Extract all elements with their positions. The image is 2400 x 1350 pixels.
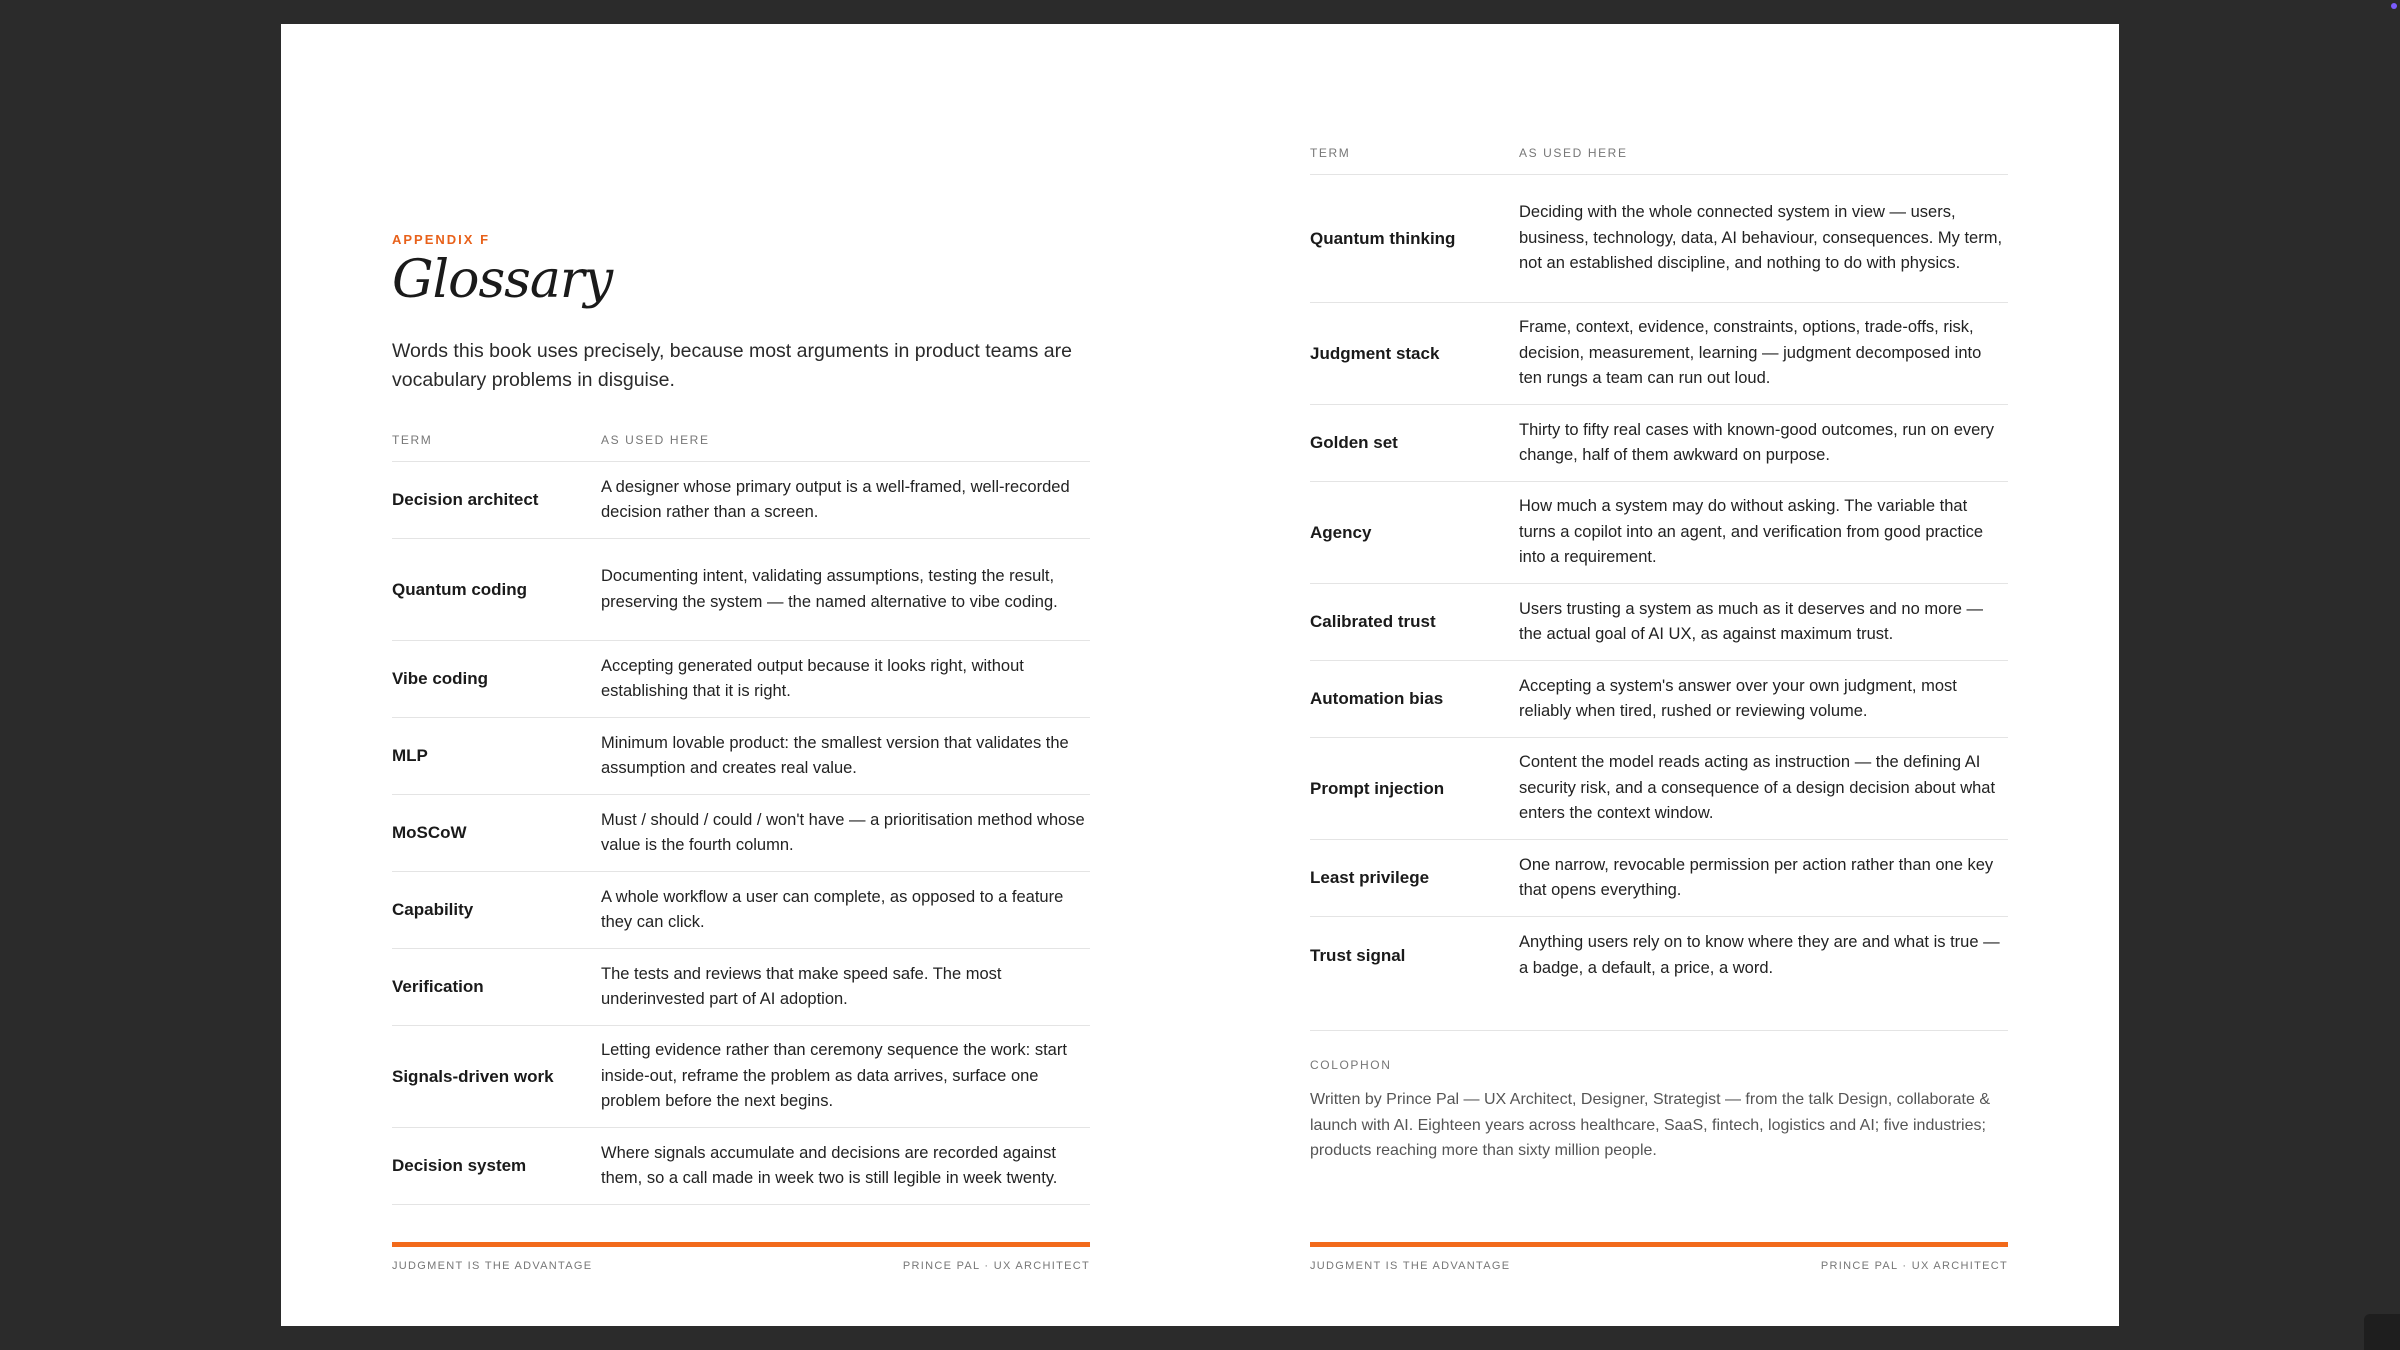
term-name: Verification: [392, 977, 484, 996]
table-row: [1310, 175, 2008, 303]
term-name: Calibrated trust: [1310, 612, 1436, 631]
table-row: [392, 641, 1090, 718]
table-row: [1310, 303, 2008, 405]
term-name: Prompt injection: [1310, 778, 1445, 798]
term-name: Quantum thinking: [1310, 228, 1456, 248]
right-page: [1310, 24, 2008, 1326]
table-row: [392, 1026, 1090, 1128]
footer-left-text: JUDGMENT IS THE ADVANTAGE: [392, 1260, 593, 1272]
header-used: AS USED HERE: [601, 433, 710, 447]
lede-paragraph: Words this book uses precisely, because most arguments in product teams are vocabulary problems in disguise.: [392, 340, 1072, 391]
term-definition: Accepting generated output because it looks right, without establishing that it is right.: [601, 656, 1024, 700]
colophon-text: Written by Prince Pal — UX Architect, Designer, Strategist — from the talk Design, collaborate & launch with AI. Eighteen years across healthcare, SaaS, fintech, logistics and AI; five industries; products reaching more than sixty million people.: [1310, 1091, 1990, 1159]
term-definition: Where signals accumulate and decisions are recorded against them, so a call made in week two is still legible in week twenty.: [601, 1143, 1058, 1187]
table-row: [392, 949, 1090, 1026]
term-definition: Content the model reads acting as instruction — the defining AI security risk, and a consequence of a design decision about what enters the context window.: [1519, 753, 1996, 823]
corner-tab[interactable]: [2364, 1314, 2400, 1350]
table-row: [392, 718, 1090, 795]
term-definition: Users trusting a system as much as it deserves and no more — the actual goal of AI UX, as against maximum trust.: [1519, 599, 1984, 643]
table-row: [1310, 661, 2008, 738]
term-definition: The tests and reviews that make speed safe. The most underinvested part of AI adoption.: [601, 964, 1002, 1008]
glossary-table-left: [392, 421, 1090, 1205]
table-row: [1310, 405, 2008, 482]
term-name: Judgment stack: [1310, 343, 1440, 363]
header-term: TERM: [392, 433, 433, 447]
term-definition: Accepting a system's answer over your own judgment, most reliably when tired, rushed or reviewing volume.: [1519, 676, 1957, 720]
term-definition: How much a system may do without asking. The variable that turns a copilot into an agent, and verification from good practice into a requirement.: [1519, 497, 1984, 567]
page-title: Glossary: [392, 250, 613, 310]
footer-right-text: PRINCE PAL · UX ARCHITECT: [1820, 1260, 2008, 1272]
page-footer: [1310, 1260, 2008, 1272]
glossary-table-right: [1310, 134, 2008, 994]
term-definition: Deciding with the whole connected system in view — users, business, technology, data, AI behaviour, consequences. My term, not an established discipline, and nothing to do with physics.: [1519, 203, 2003, 273]
header-used: AS USED HERE: [1519, 146, 1628, 160]
left-page: [392, 24, 1090, 1326]
term-name: Decision architect: [392, 490, 539, 509]
term-name: Vibe coding: [392, 669, 489, 688]
table-row: [1310, 584, 2008, 661]
term-name: Trust signal: [1310, 945, 1406, 965]
term-name: Agency: [1310, 522, 1372, 542]
colophon-divider: [1310, 1030, 2008, 1031]
table-row: [1310, 917, 2008, 994]
book-spread: [281, 24, 2119, 1326]
table-row: [392, 462, 1090, 539]
term-definition: Thirty to fifty real cases with known-good outcomes, run on every change, half of them awkward on purpose.: [1519, 420, 1995, 464]
term-definition: Letting evidence rather than ceremony sequence the work: start inside-out, reframe the problem as data arrives, surface one problem before the next begins.: [601, 1041, 1067, 1111]
term-name: Least privilege: [1310, 868, 1430, 887]
term-definition: Minimum lovable product: the smallest version that validates the assumption and creates real value.: [601, 733, 1069, 777]
table-header: [1310, 134, 2008, 175]
term-definition: Anything users rely on to know where they are and what is true — a badge, a default, a price, a word.: [1519, 933, 2000, 977]
footer-accent-bar: [1310, 1242, 2008, 1247]
table-row: [392, 1128, 1090, 1205]
term-definition: Documenting intent, validating assumptions, testing the result, preserving the system — the named alternative to vibe coding.: [601, 567, 1058, 611]
term-name: Automation bias: [1310, 689, 1444, 708]
footer-accent-bar: [392, 1242, 1090, 1247]
status-dot-icon: [2391, 3, 2397, 9]
term-name: Decision system: [392, 1156, 527, 1175]
term-definition: Frame, context, evidence, constraints, options, trade-offs, risk, decision, measurement, learning — judgment decomposed into ten rungs a team can run out loud.: [1519, 318, 1982, 388]
term-name: Quantum coding: [392, 579, 528, 599]
term-name: Golden set: [1310, 433, 1398, 452]
table-header: [392, 421, 1090, 462]
table-row: [392, 872, 1090, 949]
appendix-label: APPENDIX F: [392, 232, 491, 247]
header-term: TERM: [1310, 146, 1351, 160]
term-name: MoSCoW: [392, 823, 467, 842]
term-name: MLP: [392, 746, 428, 765]
table-row: [1310, 840, 2008, 917]
table-row: [1310, 738, 2008, 840]
colophon-label: COLOPHON: [1310, 1058, 1392, 1072]
footer-left-text: JUDGMENT IS THE ADVANTAGE: [1310, 1260, 1511, 1272]
term-definition: One narrow, revocable permission per action rather than one key that opens everything.: [1519, 855, 1994, 899]
term-name: Signals-driven work: [392, 1066, 554, 1086]
table-row: [1310, 482, 2008, 584]
footer-right-text: PRINCE PAL · UX ARCHITECT: [902, 1260, 1090, 1272]
page-footer: [392, 1260, 1090, 1272]
term-name: Capability: [392, 900, 474, 919]
term-definition: Must / should / could / won't have — a prioritisation method whose value is the fourth column.: [601, 810, 1085, 854]
table-row: [392, 539, 1090, 641]
term-definition: A whole workflow a user can complete, as opposed to a feature they can click.: [601, 887, 1064, 931]
term-definition: A designer whose primary output is a well-framed, well-recorded decision rather than a screen.: [601, 477, 1070, 521]
table-row: [392, 795, 1090, 872]
